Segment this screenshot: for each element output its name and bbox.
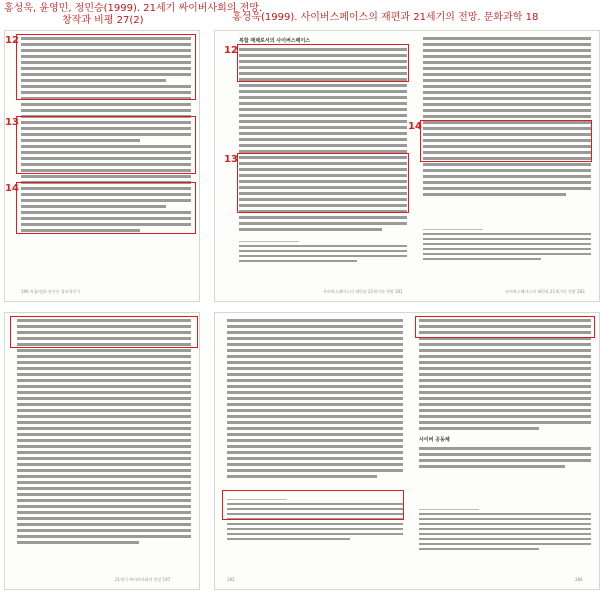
page-bottom-right [214,312,600,590]
page-bottom-left [4,312,200,590]
page-footer: 282 [227,577,235,582]
highlight-box [420,120,592,162]
section-title: 복합 매체로서의 사이버스페이스 [239,38,311,44]
annotation-number: 12 [224,45,238,56]
left-source-line2: 창작과 비평 27(2) [62,15,144,26]
highlight-box [415,316,595,338]
page-footer: 사이버스페이스의 재편과 21세기의 전망 281 [323,289,403,294]
annotation-number: 14 [408,121,422,132]
left-source-line1: 홍성욱, 윤영민, 정민승(1999). 21세기 싸이버사회의 전망. [4,3,263,14]
highlight-box [222,490,404,520]
right-source-header: 홍성욱(1999). 사이버스페이스의 재편과 21세기의 전망. 문화과학 18 [232,12,539,23]
page-footer: 사이버스페이스의 재편과 21세기의 전망 283 [505,289,585,294]
annotation-number: 13 [224,154,238,165]
highlight-box [16,182,196,234]
highlight-box [237,153,409,213]
annotation-number: 13 [5,117,19,128]
annotation-number: 14 [5,183,19,194]
page-footer: 21세기 싸이버사회의 전망 197 [115,577,171,582]
highlight-box [237,44,409,82]
page-footer: 284 [575,577,583,582]
highlight-box [16,34,196,100]
left-source-header [4,3,262,27]
highlight-box [10,316,198,348]
highlight-box [16,116,196,174]
annotation-number: 12 [5,35,19,46]
page-footer: 196 특집/정보·통신은 창조적인가 [21,289,81,294]
section-title: 사이버 공동체 [419,437,450,443]
